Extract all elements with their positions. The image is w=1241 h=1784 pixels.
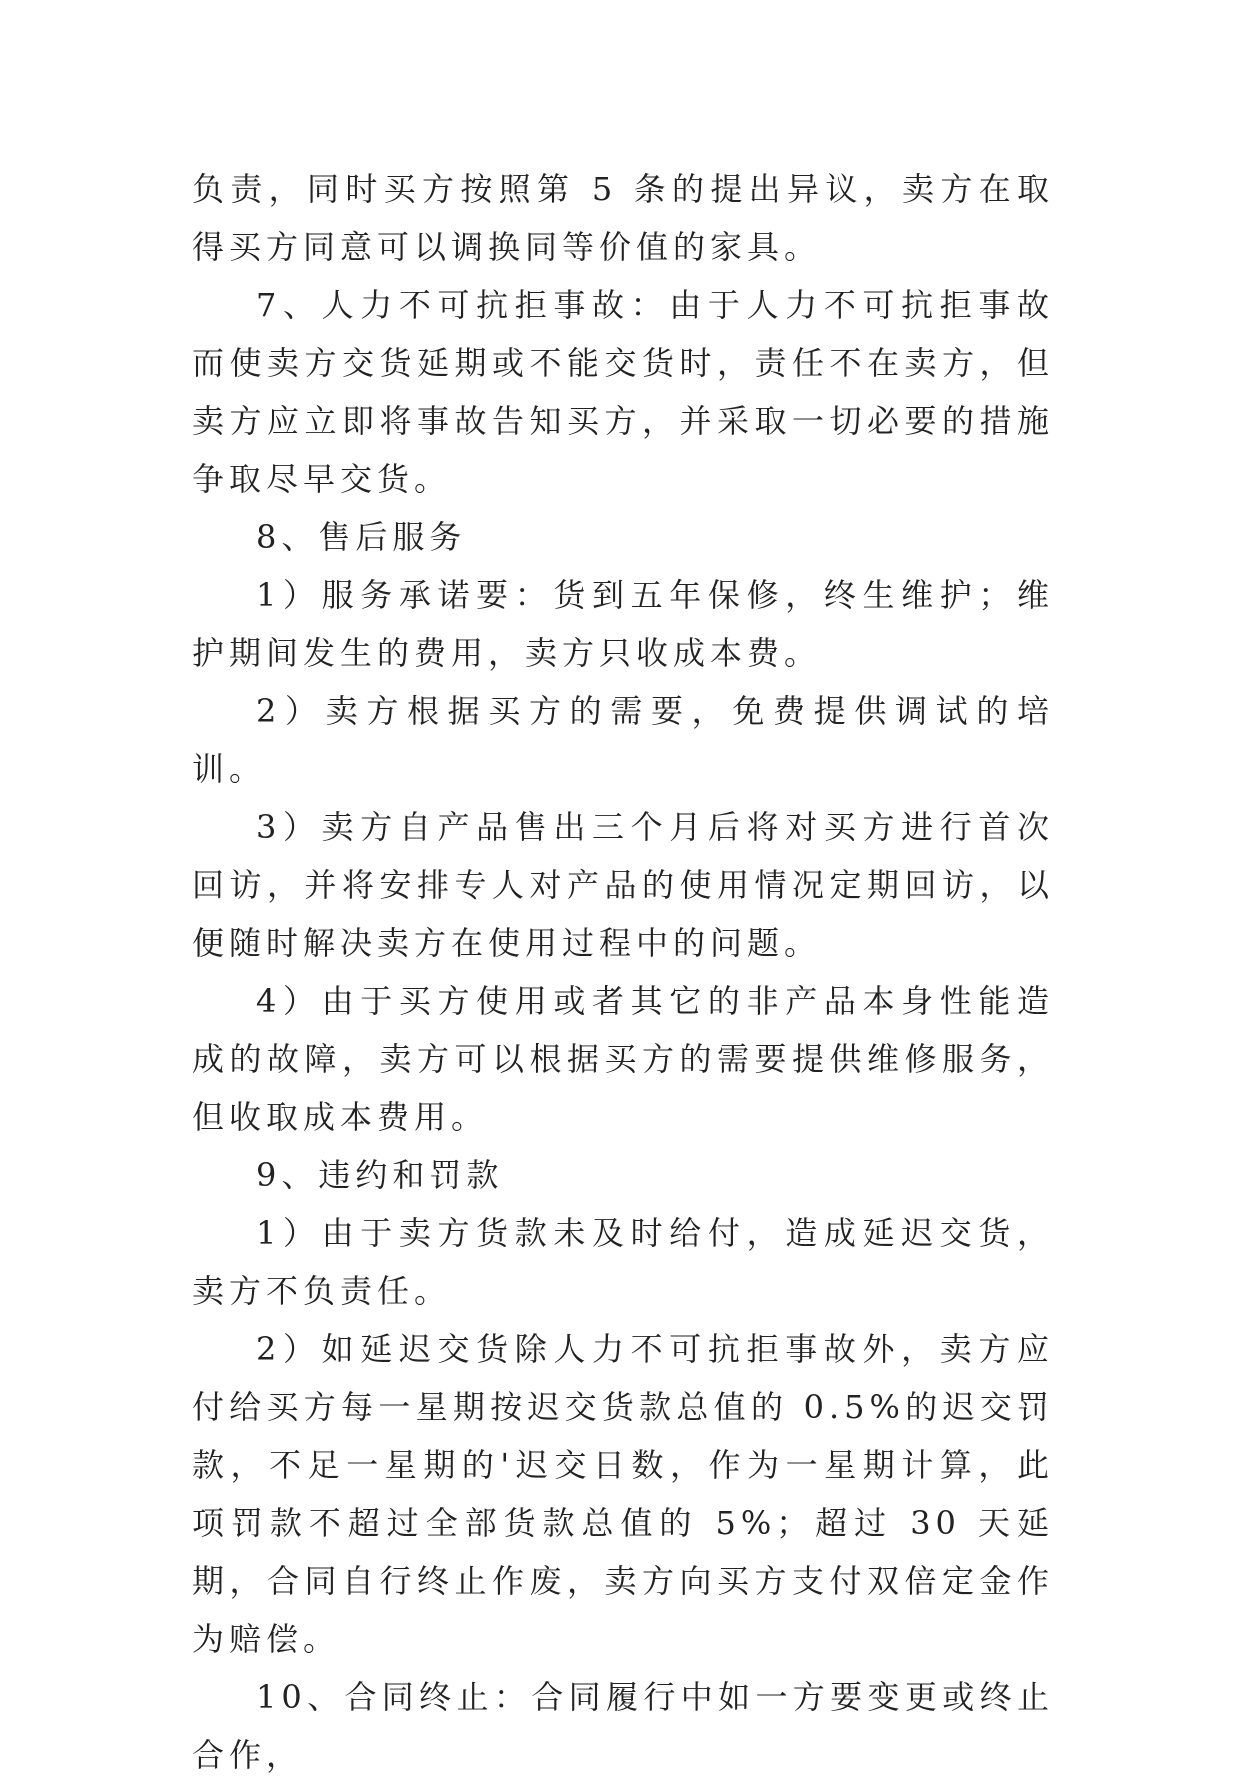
paragraph-clause-8-4: 4）由于买方使用或者其它的非产品本身性能造成的故障，卖方可以根据买方的需要提供维修服务，但收取成本费用。 <box>192 982 1054 1136</box>
heading-clause-8: 8、售后服务 <box>256 518 467 556</box>
paragraph-clause-8-3: 3）卖方自产品售出三个月后将对买方进行首次回访，并将安排专人对产品的使用情况定期回访，以便随时解决卖方在使用过程中的问题。 <box>192 808 1054 962</box>
paragraph-clause-8-2: 2）卖方根据买方的需要，免费提供调试的培训。 <box>192 692 1054 788</box>
paragraph-clause-8-1: 1）服务承诺要：货到五年保修，终生维护；维护期间发生的费用，卖方只收成本费。 <box>192 576 1054 672</box>
document-body <box>192 160 1054 1784</box>
paragraph-continuation: 负责，同时买方按照第 5 条的提出异议，卖方在取得买方同意可以调换同等价值的家具。 <box>192 170 1054 266</box>
paragraph-clause-9-1: 1）由于卖方货款未及时给付，造成延迟交货，卖方不负责任。 <box>192 1214 1054 1310</box>
paragraph-clause-10: 10、合同终止：合同履行中如一方要变更或终止合作， <box>192 1678 1054 1774</box>
paragraph-clause-7: 7、人力不可抗拒事故：由于人力不可抗拒事故而使卖方交货延期或不能交货时，责任不在卖方，但卖方应立即将事故告知买方，并采取一切必要的措施争取尽早交货。 <box>192 286 1054 498</box>
heading-clause-9: 9、违约和罚款 <box>256 1156 504 1194</box>
paragraph-clause-9-2: 2）如延迟交货除人力不可抗拒事故外，卖方应付给买方每一星期按迟交货款总值的 0.5%的迟交罚款，不足一星期的'迟交日数，作为一星期计算，此项罚款不超过全部货款总值的 5%；超过 30 天延期，合同自行终止作废，卖方向买方支付双倍定金作为赔偿。 <box>192 1330 1054 1658</box>
